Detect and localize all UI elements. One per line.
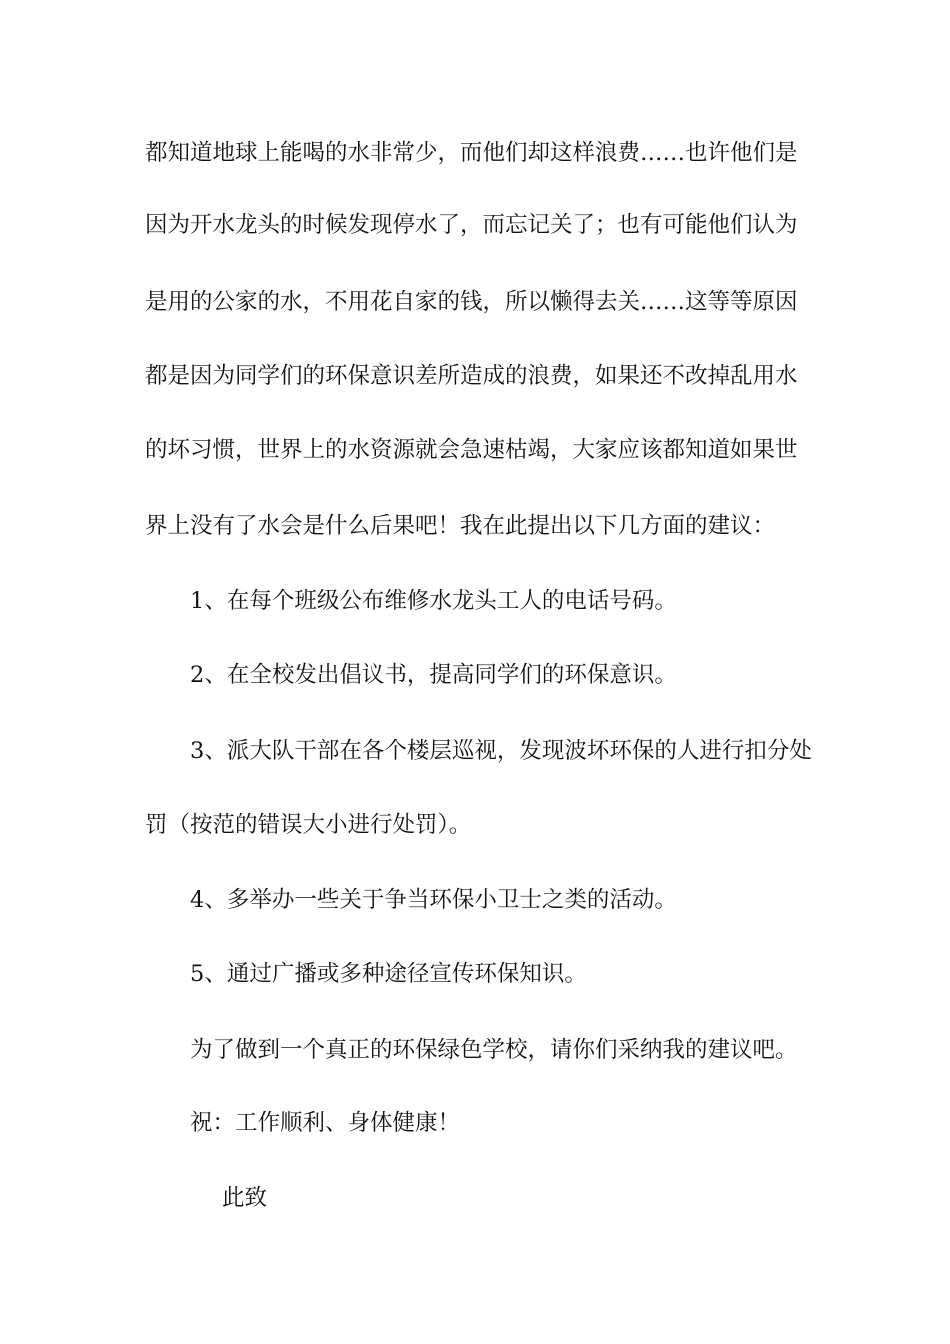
body-line-2: 因为开水龙头的时候发现停水了，而忘记关了；也有可能他们认为 <box>145 212 798 238</box>
wish-line: 祝：工作顺利、身体健康！ <box>190 1110 461 1136</box>
suggestion-1: 1、在每个班级公布维修水龙头工人的电话号码。 <box>190 588 677 614</box>
suggestion-2: 2、在全校发出倡议书，提高同学们的环保意识。 <box>190 662 677 688</box>
suggestion-3-continued: 罚（按范的错误大小进行处罚）。 <box>145 812 472 838</box>
salutation-line: 此致 <box>222 1185 268 1211</box>
body-line-1: 都知道地球上能喝的水非常少，而他们却这样浪费……也许他们是 <box>145 140 798 166</box>
body-line-4: 都是因为同学们的环保意识差所造成的浪费，如果还不改掉乱用水 <box>145 363 798 389</box>
body-line-3: 是用的公家的水，不用花自家的钱，所以懒得去关……这等等原因 <box>145 289 798 315</box>
body-line-6: 界上没有了水会是什么后果吧！我在此提出以下几方面的建议： <box>145 513 776 539</box>
suggestion-4: 4、多举办一些关于争当环保小卫士之类的活动。 <box>190 887 677 913</box>
closing-paragraph: 为了做到一个真正的环保绿色学校，请你们采纳我的建议吧。 <box>190 1037 798 1063</box>
body-line-5: 的坏习惯，世界上的水资源就会急速枯竭，大家应该都知道如果世 <box>145 437 798 463</box>
suggestion-5: 5、通过广播或多种途径宣传环保知识。 <box>190 961 587 987</box>
suggestion-3: 3、派大队干部在各个楼层巡视，发现波坏环保的人进行扣分处 <box>190 738 812 764</box>
